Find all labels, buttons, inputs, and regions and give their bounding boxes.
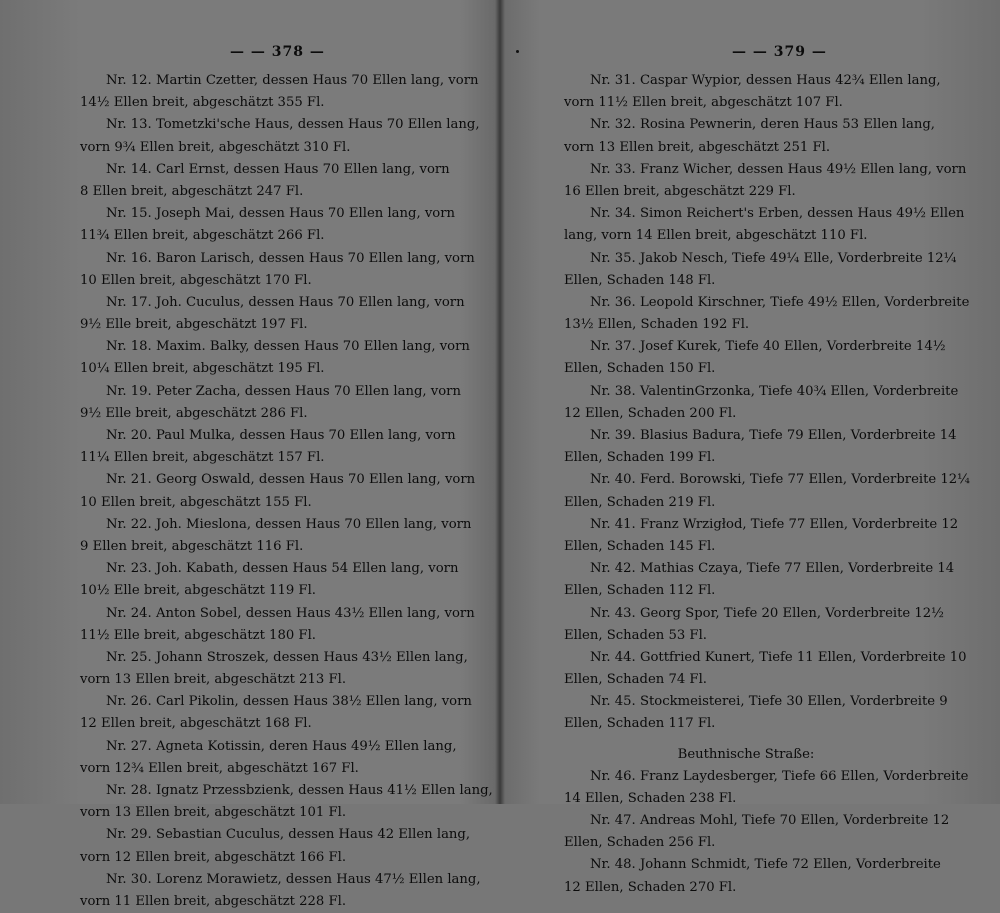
page-number: — — 378 — (230, 44, 325, 60)
entry-line: 11½ Elle breit, abgeschätzt 180 Fl. (80, 627, 316, 643)
section-heading: Beuthnische Straße: (677, 746, 815, 762)
entry-line: Nr. 36. Leopold Kirschner, Tiefe 49½ Ellen, Vorderbreite (590, 294, 970, 310)
entry-line: 14½ Ellen breit, abgeschätzt 355 Fl. (80, 95, 325, 111)
entry-line: Nr. 29. Sebastian Cuculus, dessen Haus 42 Ellen lang, (106, 827, 471, 843)
entry-line: vorn 9¾ Ellen breit, abgeschätzt 310 Fl. (80, 139, 351, 155)
entry-line: Ellen, Schaden 199 Fl. (564, 450, 716, 466)
entry-line: Nr. 23. Joh. Kabath, dessen Haus 54 Ellen lang, vorn (106, 561, 459, 577)
entry-line: Nr. 26. Carl Pikolin, dessen Haus 38½ Ellen lang, vorn (106, 694, 472, 710)
entry-line: Nr. 14. Carl Ernst, dessen Haus 70 Ellen lang, vorn (106, 161, 450, 177)
page-number-value: 379 (773, 44, 806, 60)
entry-line: 10 Ellen breit, abgeschätzt 155 Fl. (80, 494, 312, 510)
entry-line: Nr. 42. Mathias Czaya, Tiefe 77 Ellen, Vorderbreite 14 (590, 561, 955, 577)
entry-line: Nr. 21. Georg Oswald, dessen Haus 70 Ellen lang, vorn (106, 472, 476, 488)
entry-line: vorn 13 Ellen breit, abgeschätzt 251 Fl. (564, 139, 831, 155)
list-item (80, 603, 475, 647)
entry-line: 9½ Elle breit, abgeschätzt 286 Fl. (80, 405, 308, 421)
list-item (80, 381, 461, 425)
list-item (564, 854, 941, 898)
entry-line: Nr. 32. Rosina Pewnerin, deren Haus 53 Ellen lang, (590, 117, 935, 133)
list-item (564, 292, 970, 336)
entry-line: Ellen, Schaden 148 Fl. (564, 272, 716, 288)
entry-line: lang, vorn 14 Ellen breit, abgeschätzt 110 Fl. (564, 228, 868, 244)
list-item (564, 248, 957, 292)
entry-line: Nr. 24. Anton Sobel, dessen Haus 43½ Ellen lang, vorn (106, 605, 475, 621)
list-item (80, 425, 456, 469)
entry-line: Nr. 12. Martin Czetter, dessen Haus 70 Ellen lang, vorn (106, 73, 479, 88)
entry-line: Nr. 48. Johann Schmidt, Tiefe 72 Ellen, Vorderbreite (590, 857, 941, 873)
entry-line: Nr. 47. Andreas Mohl, Tiefe 70 Ellen, Vorderbreite 12 (590, 813, 950, 828)
entry-line: Nr. 31. Caspar Wypior, dessen Haus 42¾ Ellen lang, (590, 73, 941, 88)
entry-line: Nr. 46. Franz Laydesberger, Tiefe 66 Ellen, Vorderbreite (590, 768, 969, 784)
entry-line: 11¾ Ellen breit, abgeschätzt 266 Fl. (80, 228, 325, 244)
entry-line: 10¼ Ellen breit, abgeschätzt 195 Fl. (80, 361, 325, 377)
entry-line: Nr. 44. Gottfried Kunert, Tiefe 11 Ellen, Vorderbreite 10 (590, 649, 967, 665)
entry-line: Nr. 35. Jakob Nesch, Tiefe 49¼ Elle, Vorderbreite 12¼ (590, 250, 957, 266)
page-number: — — 379 — (732, 44, 827, 60)
list-item (564, 603, 944, 647)
entry-line: 16 Ellen breit, abgeschätzt 229 Fl. (564, 183, 796, 199)
entry-line: 11¼ Ellen breit, abgeschätzt 157 Fl. (80, 450, 325, 466)
entry-line: vorn 12 Ellen breit, abgeschätzt 166 Fl. (80, 849, 347, 865)
entry-line: 12 Ellen, Schaden 200 Fl. (564, 405, 737, 421)
left-page (0, 0, 498, 909)
list-item (80, 159, 450, 203)
list-item (564, 336, 946, 380)
list-item (80, 558, 459, 602)
list-item (80, 248, 475, 292)
entry-line: Nr. 25. Johann Stroszek, dessen Haus 43½ Ellen lang, (106, 649, 468, 665)
entry-line: Nr. 34. Simon Reichert's Erben, dessen Haus 49½ Ellen (590, 206, 965, 222)
entry-line: Nr. 38. ValentinGrzonka, Tiefe 40¾ Ellen, Vorderbreite (590, 383, 959, 399)
list-item (80, 203, 456, 247)
entry-line: vorn 11 Ellen breit, abgeschätzt 228 Fl. (80, 893, 347, 909)
entry-line: Ellen, Schaden 145 Fl. (564, 538, 716, 554)
entry-line: Nr. 41. Franz Wrzigłod, Tiefe 77 Ellen, Vorderbreite 12 (590, 516, 959, 532)
entry-line: Ellen, Schaden 112 Fl. (564, 583, 716, 599)
entry-line: Ellen, Schaden 150 Fl. (564, 361, 716, 377)
entry-line: Ellen, Schaden 117 Fl. (564, 716, 716, 732)
entry-line: Nr. 37. Josef Kurek, Tiefe 40 Ellen, Vorderbreite 14½ (590, 339, 946, 355)
list-item (564, 558, 955, 602)
list-item (564, 70, 941, 114)
entry-line: Nr. 20. Paul Mulka, dessen Haus 70 Ellen lang, vorn (106, 428, 456, 443)
list-item (564, 381, 959, 425)
entry-line: 9 Ellen breit, abgeschätzt 116 Fl. (80, 538, 304, 554)
entry-line: Nr. 28. Ignatz Przessbzienk, dessen Haus 41½ Ellen lang, (106, 783, 493, 798)
list-item (564, 425, 957, 469)
entry-line: Nr. 40. Ferd. Borowski, Tiefe 77 Ellen, Vorderbreite 12¼ (590, 472, 970, 488)
entry-line: Nr. 13. Tometzki'sche Haus, dessen Haus 70 Ellen lang, (106, 117, 480, 133)
list-item (564, 691, 948, 735)
entry-line: Nr. 18. Maxim. Balky, dessen Haus 70 Ellen lang, vorn (106, 339, 470, 355)
entry-line: vorn 12¾ Ellen breit, abgeschätzt 167 Fl. (80, 760, 359, 776)
print-speck (516, 50, 519, 53)
entry-line: Ellen, Schaden 256 Fl. (564, 835, 716, 851)
entry-line: Nr. 27. Agneta Kotissin, deren Haus 49½ Ellen lang, (106, 738, 457, 754)
entry-line: 9½ Elle breit, abgeschätzt 197 Fl. (80, 317, 308, 333)
list-item (80, 70, 479, 114)
entry-line: Nr. 30. Lorenz Morawietz, dessen Haus 47½ Ellen lang, (106, 871, 481, 887)
list-item (564, 159, 967, 203)
page-number-value: 378 (271, 44, 304, 60)
entry-line: Nr. 19. Peter Zacha, dessen Haus 70 Ellen lang, vorn (106, 383, 461, 399)
entry-line: Nr. 17. Joh. Cuculus, dessen Haus 70 Ellen lang, vorn (106, 294, 465, 310)
entry-line: 13½ Ellen, Schaden 192 Fl. (564, 317, 750, 333)
right-page (502, 0, 1000, 895)
entry-line: 12 Ellen, Schaden 270 Fl. (564, 879, 737, 895)
list-item (80, 469, 476, 513)
entry-line: Nr. 33. Franz Wicher, dessen Haus 49½ Ellen lang, vorn (590, 161, 967, 177)
entry-line: Nr. 16. Baron Larisch, dessen Haus 70 Ellen lang, vorn (106, 250, 475, 266)
list-item (564, 114, 935, 158)
list-item (80, 824, 471, 868)
entry-line: 10 Ellen breit, abgeschätzt 170 Fl. (80, 272, 312, 288)
entry-line: 14 Ellen, Schaden 238 Fl. (564, 790, 737, 806)
entry-line: Nr. 43. Georg Spor, Tiefe 20 Ellen, Vorderbreite 12½ (590, 605, 944, 621)
entry-line: vorn 11½ Ellen breit, abgeschätzt 107 Fl. (564, 95, 843, 111)
list-item (80, 647, 468, 691)
entry-line: Ellen, Schaden 219 Fl. (564, 494, 716, 510)
entry-line: 8 Ellen breit, abgeschätzt 247 Fl. (80, 183, 304, 199)
entry-line: 12 Ellen breit, abgeschätzt 168 Fl. (80, 716, 312, 732)
list-item (564, 647, 967, 691)
list-item (80, 514, 472, 558)
entries-list (564, 70, 970, 899)
entry-line: 10½ Elle breit, abgeschätzt 119 Fl. (80, 583, 316, 599)
list-item (564, 766, 969, 810)
list-item (80, 336, 470, 380)
list-item (80, 292, 465, 336)
list-item (564, 514, 959, 558)
entry-line: Ellen, Schaden 53 Fl. (564, 627, 707, 643)
entries-list (80, 70, 493, 913)
list-item (80, 869, 481, 913)
entry-line: Nr. 22. Joh. Mieslona, dessen Haus 70 Ellen lang, vorn (106, 516, 472, 532)
list-item (564, 203, 965, 247)
entry-line: vorn 13 Ellen breit, abgeschätzt 101 Fl. (80, 805, 347, 821)
entry-line: vorn 13 Ellen breit, abgeschätzt 213 Fl. (80, 672, 347, 688)
list-item (80, 114, 480, 158)
entry-line: Nr. 39. Blasius Badura, Tiefe 79 Ellen, Vorderbreite 14 (590, 428, 957, 443)
list-item (80, 691, 472, 735)
entry-line: Nr. 45. Stockmeisterei, Tiefe 30 Ellen, Vorderbreite 9 (590, 694, 948, 710)
list-item (80, 736, 457, 780)
list-item (564, 469, 970, 513)
entry-line: Nr. 15. Joseph Mai, dessen Haus 70 Ellen lang, vorn (106, 206, 456, 222)
entry-line: Ellen, Schaden 74 Fl. (564, 672, 707, 688)
list-item (80, 780, 493, 824)
list-item (564, 810, 950, 854)
